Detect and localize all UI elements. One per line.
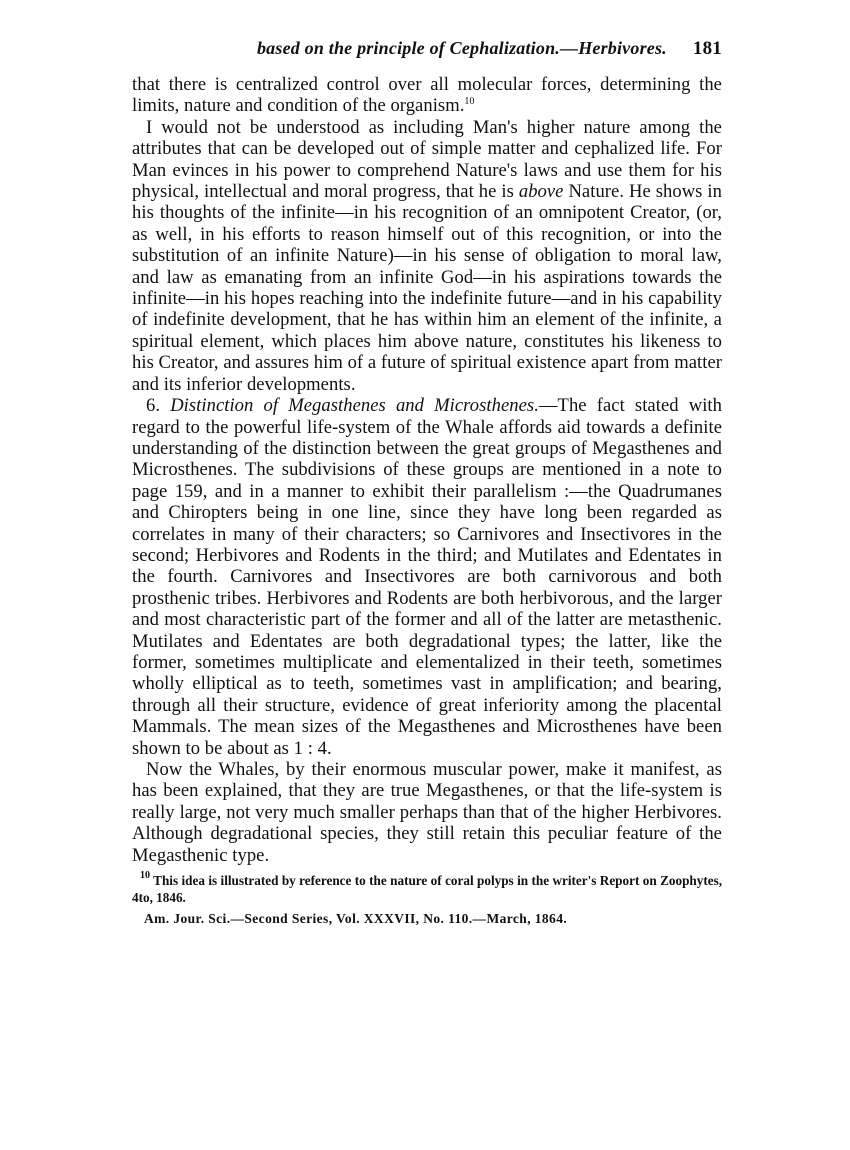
- section-heading: Distinction of Megasthenes and Microsthenes.: [170, 395, 539, 417]
- running-title: based on the principle of Cephalization.—Herbivores.: [256, 38, 667, 58]
- footnote-text: This idea is illustrated by reference to the nature of coral polyps in the writer's Report on Zoophytes, 4to, 1846.: [132, 873, 723, 906]
- paragraph-2-emphasis: above: [518, 181, 564, 203]
- running-head: [132, 38, 722, 66]
- journal-footer: Am. Jour. Sci.—Second Series, Vol. XXXVII, No. 110.—March, 1864.: [144, 911, 568, 927]
- footnote: [132, 872, 722, 906]
- paragraph-2: [132, 117, 722, 395]
- paragraph-1-text: that there is centralized control over all molecular forces, determining the limits, nature and condition of the organism.: [132, 74, 722, 117]
- paragraph-4-text: Now the Whales, by their enormous muscular power, make it manifest, as has been explained, that they are true Megasthenes, or that the life-system is really large, not very much smaller perhaps than that of the higher Herbivores. Although degradational species, they still retain this peculiar feature of the Megasthenic type.: [132, 759, 722, 866]
- paragraph-2-text-after: Nature. He shows in his thoughts of the infinite—in his recognition of an omnipotent Creator, (or, as well, in his efforts to reason himself out of this recognition, or into the substitution of an infinite Nature)—in his sense of obligation to moral law, and law as emanating from an infinite God—in his aspirations towards the infinite—in his hopes reaching into the indefinite future—and in his capability of indefinite development, that he has within him an element of the infinite, a spiritual element, which places him above nature, constitutes his likeness to his Creator, and assures him of a future of spiritual existence apart from matter and its inferior developments.: [132, 181, 722, 395]
- paragraph-4: [132, 759, 722, 866]
- body-text: [132, 74, 722, 866]
- paragraph-2-text: I would not be understood as including Man's higher nature among the attributes that can be developed out of simple matter and cephalized life. For Man evinces in his power to comprehend Nature's laws and use them for his physical, intellectual and moral progress, that he is: [132, 116, 722, 203]
- paragraph-3: [132, 395, 722, 759]
- footnote-marker: 10: [140, 870, 150, 882]
- section-number: 6.: [146, 395, 161, 417]
- paragraph-3-text: —The fact stated with regard to the powerful life-system of the Whale affords aid towards a definite understanding of the distinction between the great groups of Megasthenes and Microsthenes. The subdivisions of these groups are mentioned in a note to page 159, and in a manner to exhibit their parallelism :—the Quadrumanes and Chiropters being in one line, since they have long been regarded as correlates in many of their characters; so Carnivores and Insectivores in the second; Herbivores and Rodents in the third; and Mutilates and Edentates in the fourth. Carnivores and Insectivores are both carnivorous and both prosthenic tribes. Herbivores and Rodents are both herbivorous, and the larger and most characteristic part of the former and all of the latter are metasthenic. Mutilates and Edentates are both degradational types; the latter, like the former, sometimes multiplicate and elementalized in their teeth, sometimes wholly elliptical as to teeth, sometimes vast in amplification; and bearing, through all their structure, evidence of great inferiority among the placental Mammals. The mean sizes of the Megasthenes and Microsthenes have been shown to be about as 1 : 4.: [132, 395, 722, 759]
- page-number: 181: [692, 38, 722, 59]
- footnote-ref: 10: [464, 96, 475, 108]
- paragraph-1: [132, 74, 722, 117]
- document-page: [132, 38, 722, 927]
